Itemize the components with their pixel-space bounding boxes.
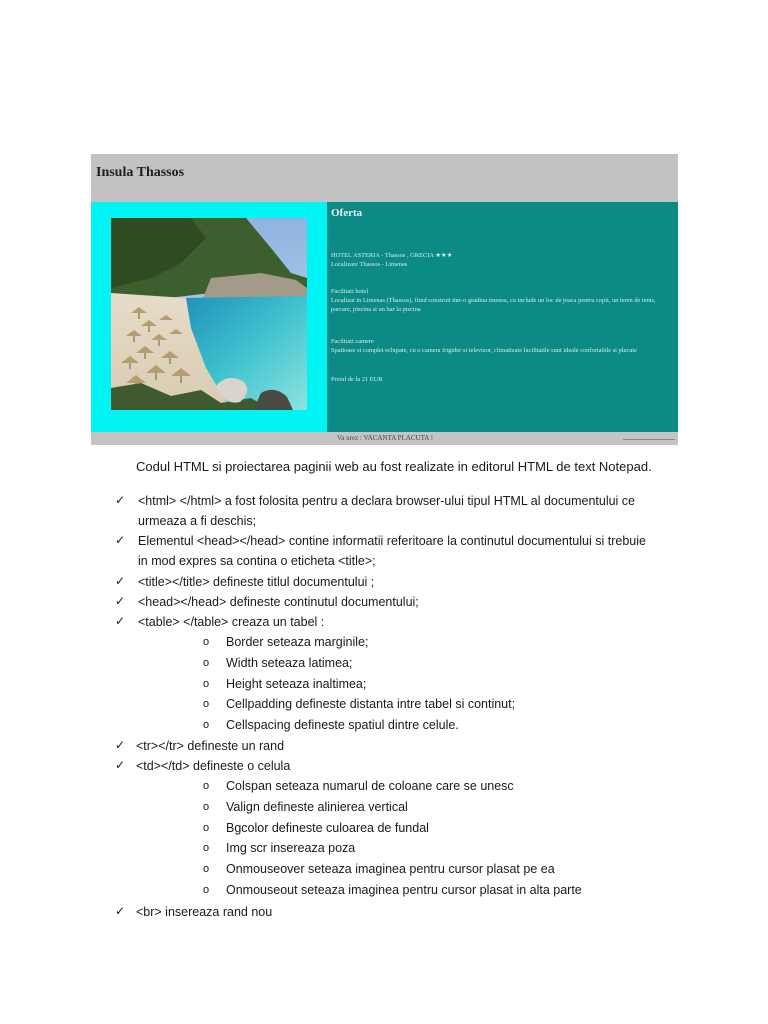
list-item-html-cont: urmeaza a fi deschis; (138, 514, 257, 528)
bullet-icon: o (203, 863, 210, 875)
webpage-screenshot (91, 154, 678, 445)
bullet-icon: o (203, 657, 210, 669)
bullet-icon: o (203, 801, 210, 813)
list-item-title: <title></title> defineste titlul documentului ; (138, 575, 375, 589)
photo-cell (91, 202, 327, 439)
bullet-icon: o (203, 780, 210, 792)
checkmark-icon: ✓ (115, 594, 126, 608)
checkmark-icon: ✓ (115, 574, 126, 588)
list-item-tr: <tr></tr> defineste un rand (136, 739, 285, 753)
footer-divider (623, 439, 675, 440)
checkmark-icon: ✓ (115, 738, 126, 752)
room-facilities-text: Spatioase si complet echipate, cu o camera frigider si televizor, climatizate facilitatile sunt ideale confortabile si placute (331, 347, 638, 354)
subitem-height: Height seteaza inaltimea; (226, 677, 367, 691)
subitem-cellpadding: Cellpadding defineste distanta intre tabel si continut; (226, 697, 516, 711)
offer-heading: Oferta (331, 207, 363, 219)
intro-paragraph: Codul HTML si proiectarea paginii web au fost realizate in editorul HTML de text Notepad. (136, 459, 652, 474)
bullet-icon: o (203, 678, 210, 690)
offer-cell (327, 202, 678, 432)
price-text: Pretul de la 21 EUR (331, 376, 383, 383)
list-item-head-cont: in mod expres sa contina o eticheta <title>; (138, 554, 376, 568)
subitem-cellspacing: Cellspacing defineste spatiul dintre celule. (226, 718, 459, 732)
beach-photo (111, 218, 307, 410)
subitem-width: Width seteaza latimea; (226, 656, 353, 670)
bullet-icon: o (203, 719, 210, 731)
subitem-bgcolor: Bgcolor defineste culoarea de fundal (226, 821, 429, 835)
subitem-onmouseout: Onmouseout seteaza imaginea pentru cursor plasat in alta parte (226, 883, 582, 897)
bullet-icon: o (203, 636, 210, 648)
hotel-facilities-text: Localizat in Limenas (Thassos), fiind construit intr-o gradina imensa, cu include un loc de joaca pentru copii, un teren de tenis, parcare, piscina si un bar la piscina (331, 297, 656, 313)
checkmark-icon: ✓ (115, 904, 126, 918)
screenshot-header (91, 154, 678, 202)
bullet-icon: o (203, 698, 210, 710)
list-item-html: <html> </html> a fost folosita pentru a declara browser-ului tipul HTML al documentului ce (138, 494, 636, 508)
subitem-img: Img scr insereaza poza (226, 841, 356, 855)
subitem-border: Border seteaza marginile; (226, 635, 369, 649)
footer-text: Va urez : VACANTA PLACUTA ! (337, 434, 434, 442)
list-item-table: <table> </table> creaza un tabel : (138, 615, 325, 629)
screenshot-title: Insula Thassos (96, 165, 185, 180)
subitem-onmouseover: Onmouseover seteaza imaginea pentru cursor plasat pe ea (226, 862, 555, 876)
subitem-valign: Valign defineste alinierea vertical (226, 800, 408, 814)
checkmark-icon: ✓ (115, 493, 126, 507)
list-item-td: <td></td> defineste o celula (136, 759, 291, 773)
hotel-facilities-heading: Facilitati hotel (331, 288, 369, 295)
bullet-icon: o (203, 884, 210, 896)
hotel-name: HOTEL ASTERIA - Thassos , GRECIA ★★★ (331, 252, 453, 259)
list-item-br: <br> insereaza rand nou (136, 905, 273, 919)
screenshot-footer (91, 432, 678, 445)
checkmark-icon: ✓ (115, 614, 126, 628)
room-facilities-heading: Facilitati camere (331, 338, 374, 345)
list-item-head: Elementul <head></head> contine informatii referitoare la continutul documentului si trebuie (138, 534, 646, 548)
list-item-head-content: <head></head> defineste continutul documentului; (138, 595, 419, 609)
checkmark-icon: ✓ (115, 758, 126, 772)
bullet-icon: o (203, 822, 210, 834)
subitem-colspan: Colspan seteaza numarul de coloane care se unesc (226, 779, 514, 793)
bullet-icon: o (203, 842, 210, 854)
hotel-location: Localizare Thassos - Limenas (331, 261, 408, 268)
checkmark-icon: ✓ (115, 533, 126, 547)
